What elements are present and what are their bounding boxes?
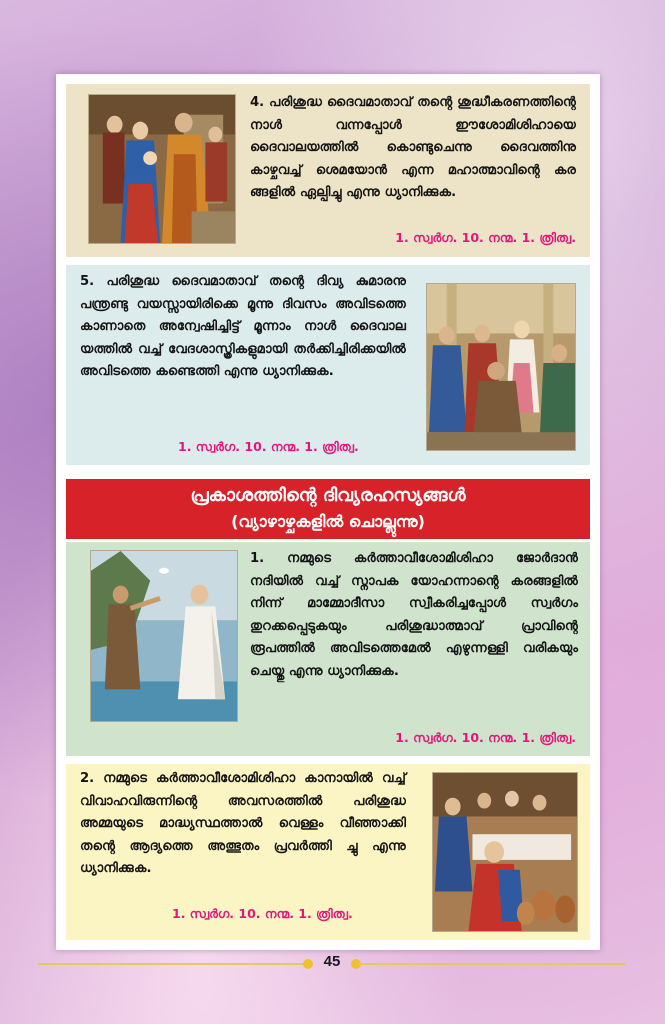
prayer-reference: 1. സ്വർഗ. 10. നന്മ. 1. ത്രിത്വ. (395, 730, 576, 745)
page-number: 45 (323, 953, 341, 970)
footer-rule-left (38, 963, 306, 965)
mystery-text: 1. നമ്മുടെ കർത്താവീശോമിശിഹാ ജോർദാൻ നദിയിൽ വച്ച് സ്നാപക യോഹന്നാന്റെ കരങ്ങളിൽ നിന്ന് മാമ്മോദീസാ സ്വീകരിച്ചപ്പോൾ സ്വർഗം തുറക്കപ്പെടുകയും പരിശുദ്ധാത്മാവ് പ്രാവിന്റെ രൂപത്തിൽ അവിടത്തെമേൽ എഴുന്നള്ളി വരികയും ചെയ്തു എന്നു ധ്യാനിക്കുക. (250, 551, 578, 679)
baptism-painting (90, 550, 238, 722)
mystery-wedding-at-cana (66, 764, 590, 940)
footer-dot-left (303, 959, 313, 969)
mystery-presentation (66, 84, 590, 257)
banner-title: പ്രകാശത്തിന്റെ ദിവ്യരഹസ്യങ്ങൾ (190, 485, 466, 506)
prayer-reference: 1. സ്വർഗ. 10. നന്മ. 1. ത്രിത്വ. (172, 906, 353, 921)
mystery-finding-in-temple (66, 265, 590, 465)
luminous-mysteries-banner (66, 479, 590, 539)
banner-subtitle: (വ്യാഴാഴ്ചകളിൽ ചൊല്ലുന്നു) (231, 512, 425, 531)
page-card (56, 74, 600, 950)
presentation-painting (88, 94, 236, 244)
mystery-text: 2. നമ്മുടെ കർത്താവീശോമിശിഹാ കാനായിൽ വച്ച് വിവാഹവിരുന്നിന്റെ അവസരത്തിൽ പരിശുദ്ധ അമ്മയുടെ മാദ്ധ്യസ്ഥത്താൽ വെള്ളം വീഞ്ഞാക്കി തന്റെ ആദ്യത്തെ അത്ഭുതം പ്രവർത്തി ച്ചു എന്നു ധ്യാനിക്കുക. (80, 771, 406, 877)
finding-in-temple-painting (426, 283, 576, 451)
mystery-text: 5. പരിശുദ്ധ ദൈവമാതാവ് തന്റെ ദിവ്യ കുമാരനു പന്ത്രണ്ടു വയസ്സായിരിക്കെ മൂന്നു ദിവസം അവിടത്തെ കാണാതെ അന്വേഷിച്ചിട്ട് മൂന്നാം നാൾ ദൈവാല യത്തിൽ വച്ച് വേദശാസ്ത്രികളുമായി തർക്കിച്ചിരിക്കയിൽ അവിടത്തെ കണ്ടെത്തി എന്നു ധ്യാനിക്കുക. (80, 274, 406, 380)
prayer-reference: 1. സ്വർഗ. 10. നന്മ. 1. ത്രിത്വ. (395, 230, 576, 245)
mystery-text: 4. പരിശുദ്ധ ദൈവമാതാവ് തന്റെ ശുദ്ധീകരണത്തിന്റെ നാൾ വന്നപ്പോൾ ഈശോമിശിഹായെ ദൈവാലയത്തിൽ കൊണ്ടുചെന്നു ദൈവത്തിനു കാഴ്ചവച്ച് ശെമയോൻ എന്ന മഹാത്മാവിന്റെ കര ങ്ങളിൽ ഏല്പിച്ചു എന്നു ധ്യാനിക്കുക. (250, 95, 576, 201)
mystery-baptism (66, 542, 590, 756)
wedding-at-cana-painting (432, 772, 578, 932)
prayer-reference: 1. സ്വർഗ. 10. നന്മ. 1. ത്രിത്വ. (178, 439, 359, 454)
footer-rule-right (358, 963, 626, 965)
